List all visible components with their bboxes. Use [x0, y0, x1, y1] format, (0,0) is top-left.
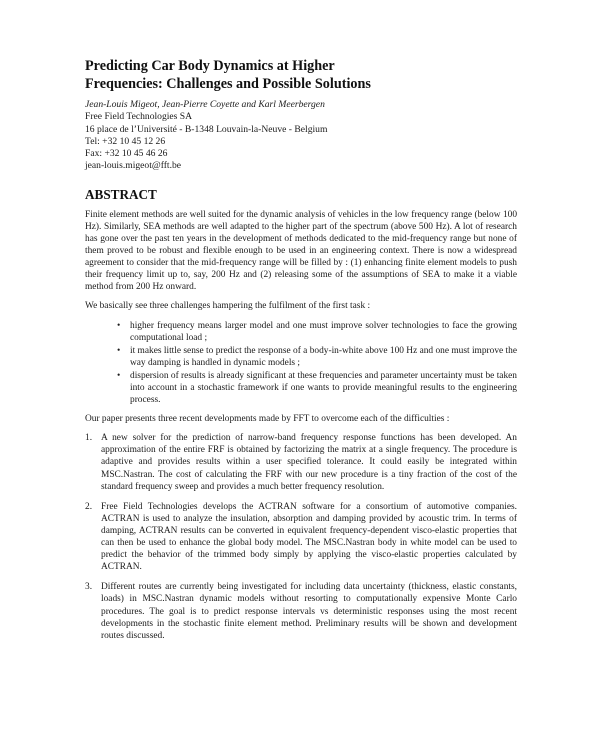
bullet-icon: •	[117, 345, 121, 356]
list-item-text: A new solver for the prediction of narrow-band frequency response functions has been developed. An approximation of the entire FRF is obtained by factorizing the matrix at a single frequency. The procedure is adaptive and provides results within a user specified tolerance. It could easily be integrated within MSC.Nastran. The cost of calculating the FRF with our new procedure is a tiny fraction of the cost of the standard frequency sweep and provides a much better frequency resolution.	[101, 433, 517, 492]
affiliation-fax: Fax: +32 10 45 46 26	[85, 148, 168, 160]
list-item-text: it makes little sense to predict the response of a body-in-white above 100 Hz and one must improve the way damping is handled in dynamic models ;	[130, 345, 517, 368]
affiliation-email: jean-louis.migeot@fft.be	[85, 160, 182, 172]
affiliation-company: Free Field Technologies SA	[85, 111, 193, 123]
paper-title	[85, 58, 517, 93]
list-number: 1.	[85, 433, 93, 444]
page-content	[85, 58, 517, 650]
list-item	[85, 320, 517, 344]
list-item-text: Different routes are currently being investigated for including data uncertainty (thickness, elastic constants, loads) in MSC.Nastran dynamic models without resorting to computationally expensive Monte Carlo procedures. The goal is to predict response intervals vs deterministic responses using the most recent developments in the stochastic finite element method. Preliminary results will be shown and development routes discussed.	[101, 582, 517, 641]
list-item	[85, 432, 517, 492]
list-item-text: Free Field Technologies develops the ACTRAN software for a consortium of automotive companies. ACTRAN is used to analyze the insulation, absorption and damping provided by acoustic trim. In terms of damping, ACTRAN results can be converted in equivalent frequency-dependent visco-elastic properties that can then be used to enhance the global body model. The MSC.Nastran body in white model can be used to predict the behavior of the trimmed body simply by applying the visco-elastic properties calculated by ACTRAN.	[101, 501, 517, 573]
bullet-icon: •	[117, 320, 121, 331]
list-number: 2.	[85, 501, 93, 512]
bullet-icon: •	[117, 370, 121, 381]
affiliation-tel: Tel: +32 10 45 12 26	[85, 135, 166, 147]
list-item-text: dispersion of results is already significant at these frequencies and parameter uncertainty must be taken into account in a stochastic framework if one wants to provide meaningful results to the engineering process.	[130, 370, 517, 406]
abstract-heading: ABSTRACT	[85, 186, 157, 202]
affiliation-block	[85, 111, 517, 172]
abstract-paragraph-3: Our paper presents three recent developments made by FFT to overcome each of the difficulties :	[85, 414, 450, 425]
list-item	[85, 345, 517, 369]
list-item-text: higher frequency means larger model and one must improve solver technologies to face the growing computational load ;	[130, 320, 517, 343]
abstract-paragraph-1: Finite element methods are well suited for the dynamic analysis of vehicles in the low frequency range (below 100 Hz). Similarly, SEA methods are well adapted to the higher part of the spectrum (above 500 Hz). A lot of research has gone over the past ten years in the development of methods dedicated to the mid-frequency range but none of them proved to be robust and flexible enough to be used in an engineering context. There is now a widespread agreement to consider that the mid-frequency range will be filled by : (1) enhancing finite element models to push their frequency limit up to, say, 200 Hz and (2) releasing some of the assumptions of SEA to make it a viable method from 200 Hz onward.	[85, 209, 517, 293]
author-list: Jean-Louis Migeot, Jean-Pierre Coyette and Karl Meerbergen	[85, 99, 325, 110]
list-item	[85, 581, 517, 641]
abstract-paragraph-2: We basically see three challenges hampering the fulfilment of the first task :	[85, 301, 371, 312]
list-item	[85, 370, 517, 406]
development-list	[85, 432, 517, 642]
challenge-list	[85, 320, 517, 407]
affiliation-address: 16 place de l’Université - B-1348 Louvain-la-Neuve - Belgium	[85, 123, 328, 135]
list-item	[85, 501, 517, 574]
title-line-2: Frequencies: Challenges and Possible Solutions	[85, 75, 371, 92]
list-number: 3.	[85, 582, 93, 593]
title-line-1: Predicting Car Body Dynamics at Higher	[85, 58, 335, 74]
